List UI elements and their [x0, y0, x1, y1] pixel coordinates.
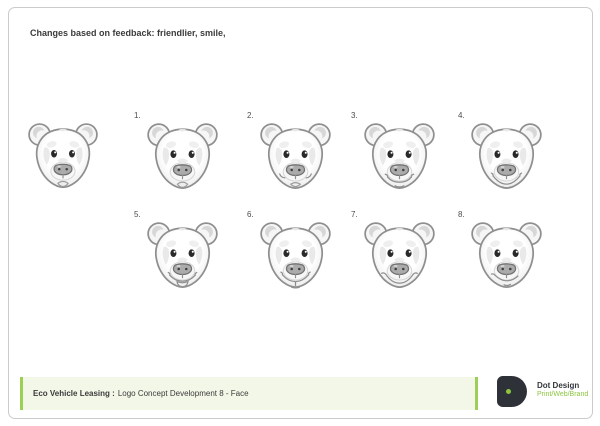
concept-number: 3.: [351, 111, 358, 120]
concept-cell-8: [454, 206, 559, 302]
polar-bear-face-8-icon: [467, 218, 546, 297]
logo-dot-icon: [506, 389, 511, 394]
concept-cell-3: [347, 107, 452, 203]
brand-tagline: Print/Web/Brand: [537, 391, 589, 398]
footer-title: [33, 377, 249, 410]
footer-bar: [20, 377, 478, 410]
concept-number: 8.: [458, 210, 465, 219]
brand-text-block: [537, 381, 588, 400]
concept-cell-1: [130, 107, 235, 203]
project-name: Eco Vehicle Leasing :: [33, 389, 115, 398]
green-accent-bar-left: [20, 377, 23, 410]
polar-bear-face-5-icon: [143, 218, 222, 297]
polar-bear-face-4-icon: [467, 119, 546, 198]
concept-number: 2.: [247, 111, 254, 120]
concept-number: 1.: [134, 111, 141, 120]
concept-cell-6: [243, 206, 348, 302]
polar-bear-face-2-icon: [256, 119, 335, 198]
concept-number: 5.: [134, 210, 141, 219]
green-accent-bar-right: [475, 377, 478, 410]
concept-cell-5: [130, 206, 235, 302]
feedback-note: Changes based on feedback: friendlier, smile,: [30, 28, 226, 38]
concept-cell-7: [347, 206, 452, 302]
polar-bear-face-original-icon: [24, 119, 102, 197]
polar-bear-face-7-icon: [360, 218, 439, 297]
document-page: [8, 7, 593, 419]
concept-cell-2: [243, 107, 348, 203]
polar-bear-face-3-icon: [360, 119, 439, 198]
concept-number: 4.: [458, 111, 465, 120]
brand-name: Dot Design: [537, 381, 580, 390]
polar-bear-face-6-icon: [256, 218, 335, 297]
concept-number: 7.: [351, 210, 358, 219]
concept-number: 6.: [247, 210, 254, 219]
polar-bear-face-1-icon: [143, 119, 222, 198]
dot-design-logo: [497, 376, 527, 407]
sheet-subtitle: Logo Concept Development 8 - Face: [117, 389, 249, 398]
concept-cell-4: [454, 107, 559, 203]
